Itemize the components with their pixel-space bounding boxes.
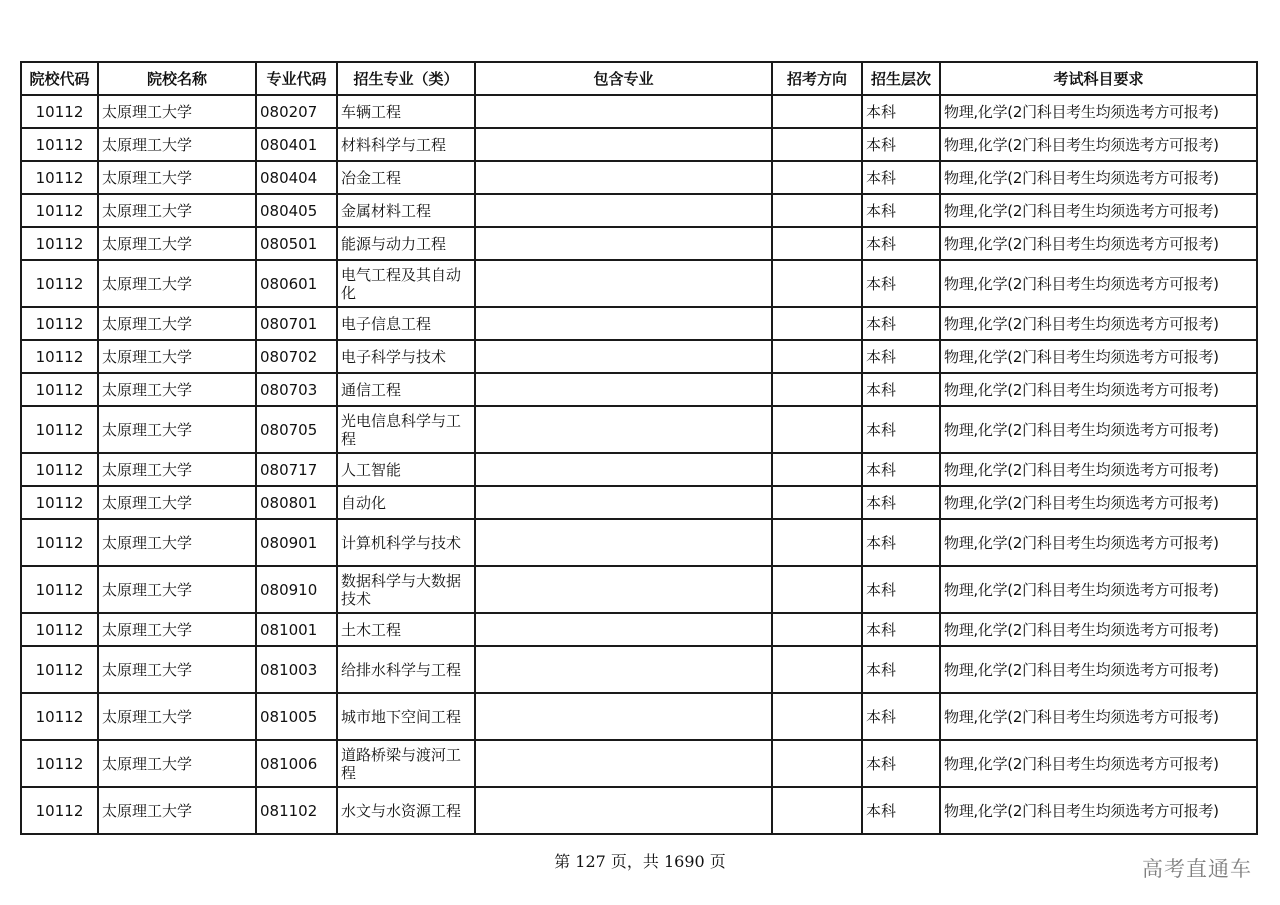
- watermark: 高考直通车: [1142, 857, 1252, 881]
- table-row: [21, 787, 1257, 834]
- school-name-cell: 太原理工大学: [98, 340, 256, 373]
- major-code-cell: 080703: [256, 373, 337, 406]
- major-cell: 电子科学与技术: [337, 340, 475, 373]
- header-school-code: 院校代码: [21, 62, 98, 95]
- school-code-cell: 10112: [21, 646, 98, 693]
- major-cell: 道路桥梁与渡河工程: [337, 740, 475, 787]
- major-cell: 城市地下空间工程: [337, 693, 475, 740]
- includes-cell: [475, 161, 772, 194]
- level-cell: 本科: [862, 693, 940, 740]
- table-row: [21, 566, 1257, 613]
- includes-cell: [475, 373, 772, 406]
- major-code-cell: 081005: [256, 693, 337, 740]
- level-cell: 本科: [862, 307, 940, 340]
- direction-cell: [772, 95, 862, 128]
- school-name-cell: 太原理工大学: [98, 406, 256, 453]
- direction-cell: [772, 373, 862, 406]
- major-code-cell: 080601: [256, 260, 337, 307]
- school-name-cell: 太原理工大学: [98, 740, 256, 787]
- header-direction: 招考方向: [772, 62, 862, 95]
- table-row: [21, 307, 1257, 340]
- school-code-cell: 10112: [21, 453, 98, 486]
- major-cell: 电气工程及其自动化: [337, 260, 475, 307]
- direction-cell: [772, 161, 862, 194]
- level-cell: 本科: [862, 373, 940, 406]
- level-cell: 本科: [862, 128, 940, 161]
- table-row: [21, 95, 1257, 128]
- major-code-cell: 080910: [256, 566, 337, 613]
- includes-cell: [475, 486, 772, 519]
- table-row: [21, 646, 1257, 693]
- table-row: [21, 406, 1257, 453]
- header-row: [21, 62, 1257, 95]
- level-cell: 本科: [862, 787, 940, 834]
- direction-cell: [772, 307, 862, 340]
- requirement-cell: 物理,化学(2门科目考生均须选考方可报考): [940, 340, 1257, 373]
- includes-cell: [475, 613, 772, 646]
- school-name-cell: 太原理工大学: [98, 519, 256, 566]
- school-name-cell: 太原理工大学: [98, 613, 256, 646]
- school-code-cell: 10112: [21, 566, 98, 613]
- level-cell: 本科: [862, 260, 940, 307]
- requirement-cell: 物理,化学(2门科目考生均须选考方可报考): [940, 693, 1257, 740]
- direction-cell: [772, 340, 862, 373]
- major-cell: 金属材料工程: [337, 194, 475, 227]
- school-name-cell: 太原理工大学: [98, 566, 256, 613]
- major-cell: 电子信息工程: [337, 307, 475, 340]
- table-row: [21, 453, 1257, 486]
- direction-cell: [772, 227, 862, 260]
- level-cell: 本科: [862, 519, 940, 566]
- school-code-cell: 10112: [21, 194, 98, 227]
- school-name-cell: 太原理工大学: [98, 453, 256, 486]
- major-cell: 数据科学与大数据技术: [337, 566, 475, 613]
- header-major: 招生专业（类）: [337, 62, 475, 95]
- level-cell: 本科: [862, 95, 940, 128]
- requirement-cell: 物理,化学(2门科目考生均须选考方可报考): [940, 227, 1257, 260]
- table-body: [21, 95, 1257, 834]
- major-code-cell: 080207: [256, 95, 337, 128]
- school-name-cell: 太原理工大学: [98, 486, 256, 519]
- school-name-cell: 太原理工大学: [98, 227, 256, 260]
- includes-cell: [475, 340, 772, 373]
- direction-cell: [772, 194, 862, 227]
- major-cell: 材料科学与工程: [337, 128, 475, 161]
- school-code-cell: 10112: [21, 486, 98, 519]
- major-code-cell: 081102: [256, 787, 337, 834]
- requirement-cell: 物理,化学(2门科目考生均须选考方可报考): [940, 566, 1257, 613]
- header-major-code: 专业代码: [256, 62, 337, 95]
- major-code-cell: 080501: [256, 227, 337, 260]
- requirement-cell: 物理,化学(2门科目考生均须选考方可报考): [940, 613, 1257, 646]
- requirement-cell: 物理,化学(2门科目考生均须选考方可报考): [940, 95, 1257, 128]
- includes-cell: [475, 566, 772, 613]
- includes-cell: [475, 453, 772, 486]
- level-cell: 本科: [862, 646, 940, 693]
- school-name-cell: 太原理工大学: [98, 194, 256, 227]
- requirement-cell: 物理,化学(2门科目考生均须选考方可报考): [940, 260, 1257, 307]
- includes-cell: [475, 260, 772, 307]
- table-row: [21, 486, 1257, 519]
- major-code-cell: 080702: [256, 340, 337, 373]
- level-cell: 本科: [862, 406, 940, 453]
- table-row: [21, 740, 1257, 787]
- level-cell: 本科: [862, 227, 940, 260]
- major-cell: 给排水科学与工程: [337, 646, 475, 693]
- school-code-cell: 10112: [21, 519, 98, 566]
- level-cell: 本科: [862, 613, 940, 646]
- direction-cell: [772, 566, 862, 613]
- includes-cell: [475, 787, 772, 834]
- school-name-cell: 太原理工大学: [98, 307, 256, 340]
- school-code-cell: 10112: [21, 373, 98, 406]
- major-cell: 冶金工程: [337, 161, 475, 194]
- major-cell: 自动化: [337, 486, 475, 519]
- table-row: [21, 194, 1257, 227]
- major-code-cell: 081006: [256, 740, 337, 787]
- header-includes: 包含专业: [475, 62, 772, 95]
- direction-cell: [772, 128, 862, 161]
- school-code-cell: 10112: [21, 307, 98, 340]
- school-name-cell: 太原理工大学: [98, 787, 256, 834]
- direction-cell: [772, 453, 862, 486]
- major-cell: 车辆工程: [337, 95, 475, 128]
- level-cell: 本科: [862, 161, 940, 194]
- admission-table: [20, 61, 1258, 835]
- major-code-cell: 080701: [256, 307, 337, 340]
- major-cell: 水文与水资源工程: [337, 787, 475, 834]
- includes-cell: [475, 406, 772, 453]
- requirement-cell: 物理,化学(2门科目考生均须选考方可报考): [940, 194, 1257, 227]
- table-row: [21, 693, 1257, 740]
- table-row: [21, 128, 1257, 161]
- school-code-cell: 10112: [21, 740, 98, 787]
- page-number: 第 127 页，共 1690 页: [554, 852, 726, 871]
- school-name-cell: 太原理工大学: [98, 260, 256, 307]
- level-cell: 本科: [862, 566, 940, 613]
- direction-cell: [772, 613, 862, 646]
- direction-cell: [772, 693, 862, 740]
- requirement-cell: 物理,化学(2门科目考生均须选考方可报考): [940, 128, 1257, 161]
- direction-cell: [772, 519, 862, 566]
- direction-cell: [772, 787, 862, 834]
- school-name-cell: 太原理工大学: [98, 161, 256, 194]
- requirement-cell: 物理,化学(2门科目考生均须选考方可报考): [940, 161, 1257, 194]
- header-school-name: 院校名称: [98, 62, 256, 95]
- school-code-cell: 10112: [21, 95, 98, 128]
- major-cell: 土木工程: [337, 613, 475, 646]
- requirement-cell: 物理,化学(2门科目考生均须选考方可报考): [940, 519, 1257, 566]
- direction-cell: [772, 740, 862, 787]
- includes-cell: [475, 693, 772, 740]
- school-name-cell: 太原理工大学: [98, 693, 256, 740]
- major-cell: 通信工程: [337, 373, 475, 406]
- header-level: 招生层次: [862, 62, 940, 95]
- school-name-cell: 太原理工大学: [98, 646, 256, 693]
- table-row: [21, 260, 1257, 307]
- includes-cell: [475, 519, 772, 566]
- direction-cell: [772, 646, 862, 693]
- school-code-cell: 10112: [21, 161, 98, 194]
- major-cell: 能源与动力工程: [337, 227, 475, 260]
- level-cell: 本科: [862, 340, 940, 373]
- header-requirement: 考试科目要求: [940, 62, 1257, 95]
- level-cell: 本科: [862, 740, 940, 787]
- major-code-cell: 081003: [256, 646, 337, 693]
- table-row: [21, 519, 1257, 566]
- major-code-cell: 080401: [256, 128, 337, 161]
- direction-cell: [772, 406, 862, 453]
- direction-cell: [772, 486, 862, 519]
- school-code-cell: 10112: [21, 260, 98, 307]
- major-code-cell: 080717: [256, 453, 337, 486]
- requirement-cell: 物理,化学(2门科目考生均须选考方可报考): [940, 453, 1257, 486]
- includes-cell: [475, 194, 772, 227]
- major-cell: 光电信息科学与工程: [337, 406, 475, 453]
- major-code-cell: 080901: [256, 519, 337, 566]
- requirement-cell: 物理,化学(2门科目考生均须选考方可报考): [940, 740, 1257, 787]
- requirement-cell: 物理,化学(2门科目考生均须选考方可报考): [940, 646, 1257, 693]
- includes-cell: [475, 646, 772, 693]
- school-code-cell: 10112: [21, 406, 98, 453]
- direction-cell: [772, 260, 862, 307]
- includes-cell: [475, 740, 772, 787]
- table-row: [21, 340, 1257, 373]
- requirement-cell: 物理,化学(2门科目考生均须选考方可报考): [940, 406, 1257, 453]
- table-row: [21, 613, 1257, 646]
- major-code-cell: 080705: [256, 406, 337, 453]
- school-code-cell: 10112: [21, 340, 98, 373]
- table-row: [21, 227, 1257, 260]
- major-code-cell: 080404: [256, 161, 337, 194]
- requirement-cell: 物理,化学(2门科目考生均须选考方可报考): [940, 486, 1257, 519]
- includes-cell: [475, 227, 772, 260]
- includes-cell: [475, 128, 772, 161]
- school-code-cell: 10112: [21, 693, 98, 740]
- level-cell: 本科: [862, 486, 940, 519]
- major-code-cell: 080405: [256, 194, 337, 227]
- school-code-cell: 10112: [21, 787, 98, 834]
- school-name-cell: 太原理工大学: [98, 373, 256, 406]
- major-cell: 计算机科学与技术: [337, 519, 475, 566]
- requirement-cell: 物理,化学(2门科目考生均须选考方可报考): [940, 373, 1257, 406]
- school-name-cell: 太原理工大学: [98, 95, 256, 128]
- major-code-cell: 080801: [256, 486, 337, 519]
- level-cell: 本科: [862, 453, 940, 486]
- requirement-cell: 物理,化学(2门科目考生均须选考方可报考): [940, 307, 1257, 340]
- includes-cell: [475, 307, 772, 340]
- requirement-cell: 物理,化学(2门科目考生均须选考方可报考): [940, 787, 1257, 834]
- table-row: [21, 373, 1257, 406]
- school-code-cell: 10112: [21, 613, 98, 646]
- major-cell: 人工智能: [337, 453, 475, 486]
- table-row: [21, 161, 1257, 194]
- level-cell: 本科: [862, 194, 940, 227]
- school-name-cell: 太原理工大学: [98, 128, 256, 161]
- includes-cell: [475, 95, 772, 128]
- school-code-cell: 10112: [21, 128, 98, 161]
- major-code-cell: 081001: [256, 613, 337, 646]
- school-code-cell: 10112: [21, 227, 98, 260]
